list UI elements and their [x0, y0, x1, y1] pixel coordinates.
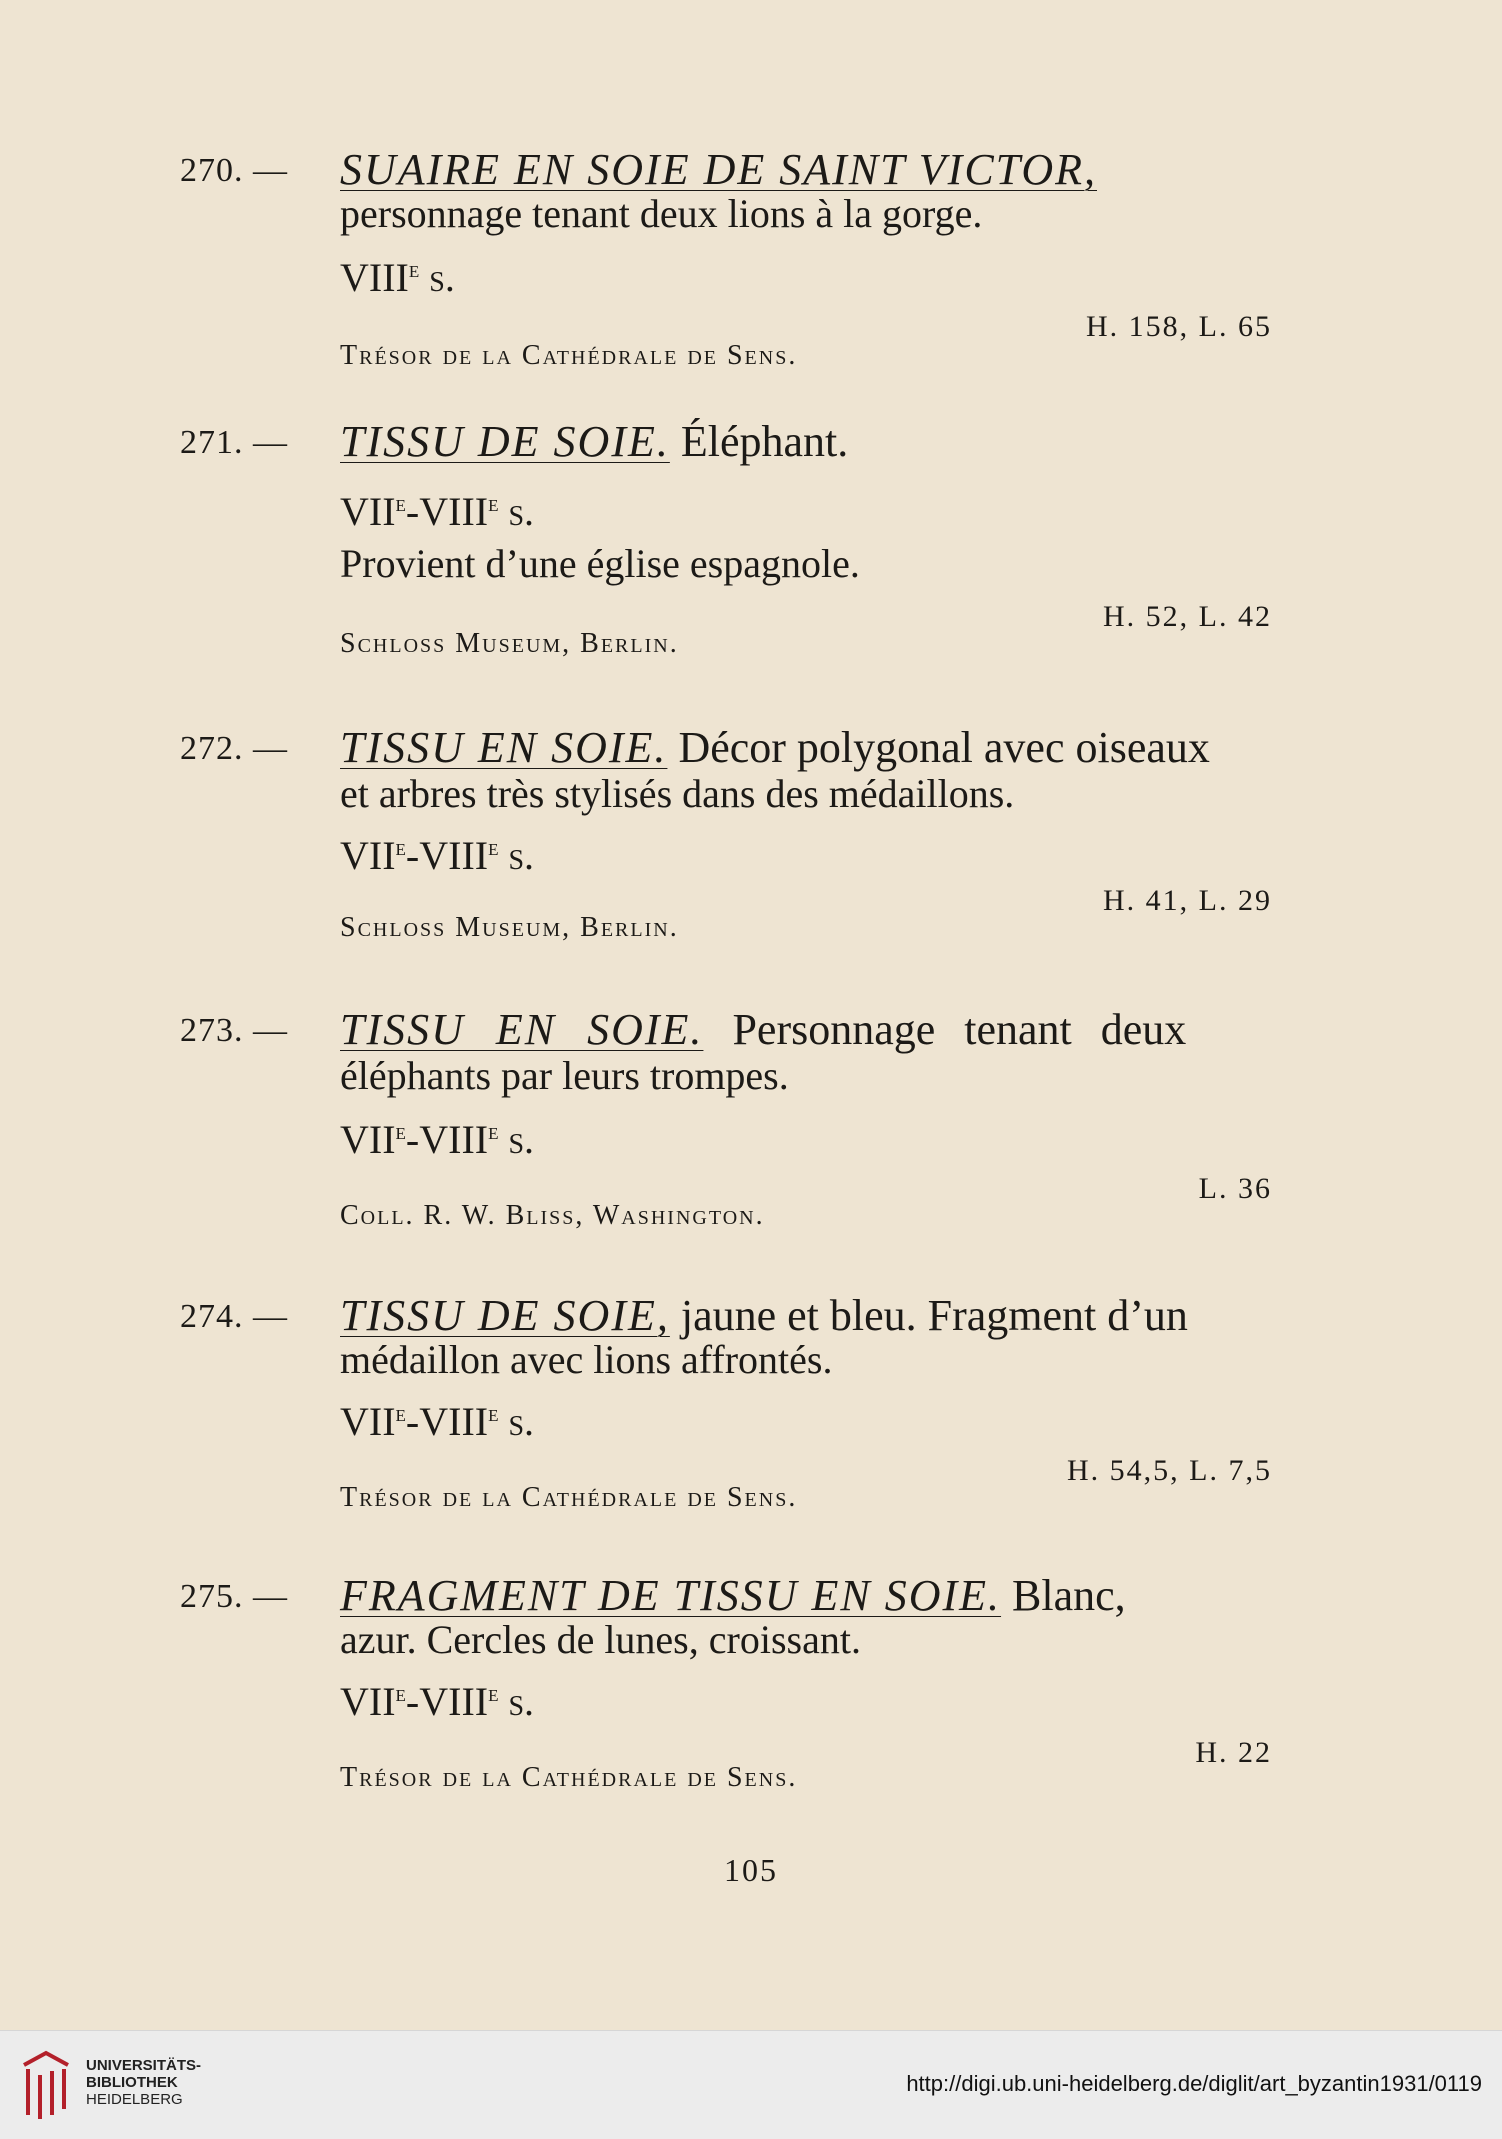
- library-name: UNIVERSITÄTS- BIBLIOTHEK HEIDELBERG: [86, 2057, 202, 2108]
- permalink-url[interactable]: http://digi.ub.uni-heidelberg.de/diglit/art_byzantin1931/0119: [906, 2071, 1482, 2096]
- entry-location: Coll. R. W. Bliss, Washington.: [340, 1200, 765, 1231]
- entry-title: TISSU EN SOIE.: [340, 723, 668, 772]
- entry-location: Trésor de la Cathédrale de Sens.: [340, 1762, 798, 1793]
- page-number: 105: [724, 1852, 778, 1888]
- entry-dimensions: H. 158, L. 65: [1086, 310, 1272, 343]
- entry-title: TISSU EN SOIE.: [340, 1005, 704, 1054]
- entry-number: 270. —: [180, 152, 288, 189]
- entry-description-line: azur. Cercles de lunes, croissant.: [340, 1617, 861, 1662]
- entry-number: 273. —: [180, 1012, 288, 1049]
- entry-number: 271. —: [180, 424, 288, 461]
- entry-dimensions: H. 54,5, L. 7,5: [1067, 1454, 1272, 1487]
- entry-description: Décor polygonal avec oiseaux: [667, 723, 1210, 772]
- entry-description: Personnage tenant deux: [703, 1005, 1187, 1054]
- entry-location: Schloss Museum, Berlin.: [340, 912, 679, 943]
- entry-location: Trésor de la Cathédrale de Sens.: [340, 1482, 798, 1513]
- catalog-entry-272: [0, 723, 1502, 988]
- entry-description: jaune et bleu. Fragment d’un: [669, 1291, 1188, 1340]
- catalog-entry-274: [0, 1291, 1502, 1556]
- entry-dimensions: H. 22: [1195, 1736, 1272, 1769]
- entry-date: VIIe-VIIIe s.: [340, 1679, 535, 1724]
- entry-date: VIIe-VIIIe s.: [340, 489, 535, 534]
- entry-description-line: et arbres très stylisés dans des médaillons.: [340, 771, 1015, 816]
- entry-provenance: Provient d’une église espagnole.: [340, 541, 860, 586]
- entry-dimensions: H. 41, L. 29: [1103, 884, 1272, 917]
- entry-date: VIIe-VIIIe s.: [340, 1399, 535, 1444]
- entry-description-line: personnage tenant deux lions à la gorge.: [340, 191, 983, 236]
- entry-description-line: éléphants par leurs trompes.: [340, 1053, 789, 1098]
- catalog-entry-273: [0, 1005, 1502, 1270]
- entry-number: 274. —: [180, 1298, 288, 1335]
- entry-title: TISSU DE SOIE,: [340, 1291, 670, 1340]
- entry-location: Trésor de la Cathédrale de Sens.: [340, 340, 798, 371]
- entry-description-line: médaillon avec lions affrontés.: [340, 1337, 833, 1382]
- date-century: VIII: [340, 255, 409, 300]
- entry-title: FRAGMENT DE TISSU EN SOIE.: [340, 1571, 1002, 1620]
- entry-location: Schloss Museum, Berlin.: [340, 628, 679, 659]
- entry-date: VIIe-VIIIe s.: [340, 833, 535, 878]
- entry-date: [340, 250, 455, 298]
- entry-date: VIIe-VIIIe s.: [340, 1117, 535, 1162]
- entry-number: 272. —: [180, 730, 288, 767]
- entry-description: Blanc,: [1001, 1571, 1126, 1620]
- catalog-entry-275: [0, 1571, 1502, 1836]
- date-suffix: s.: [419, 255, 455, 300]
- entry-dimensions: H. 52, L. 42: [1103, 600, 1272, 633]
- library-logo-icon: [18, 2045, 74, 2123]
- entry-dimensions: L. 36: [1198, 1172, 1272, 1205]
- date-superscript: e: [408, 257, 420, 283]
- entry-title: SUAIRE EN SOIE DE SAINT VICTOR,: [340, 145, 1097, 194]
- entry-description: Éléphant.: [669, 417, 849, 466]
- entry-number: 275. —: [180, 1578, 288, 1615]
- entry-title: TISSU DE SOIE.: [340, 417, 670, 466]
- catalog-entry-271: [0, 417, 1502, 682]
- viewer-footer: [0, 2030, 1502, 2139]
- catalog-entry-270: [0, 145, 1502, 410]
